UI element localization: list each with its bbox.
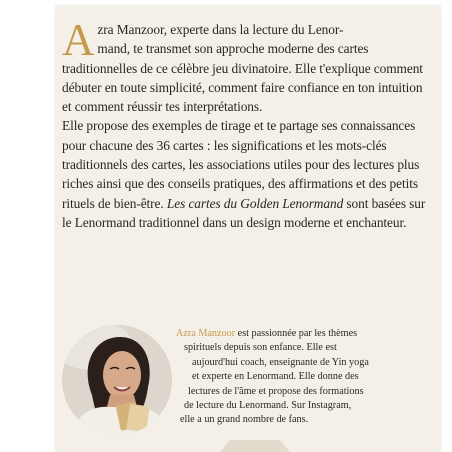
- book-title-italic: Les cartes du Golden Lenormand: [166, 195, 344, 211]
- paragraph-1-line-2: mand, te transmet son approche moderne des: [97, 41, 335, 57]
- drop-cap-letter: A: [62, 15, 95, 65]
- description-paragraph-1: [62, 15, 434, 116]
- bio-line-1: Azra Manzoor est passionnée par les thèmes: [176, 328, 358, 339]
- bio-line-2: spirituels depuis son enfance. Elle est: [184, 342, 337, 354]
- decorative-shape: [220, 438, 290, 452]
- bio-line-7: elle a un grand nombre de fans.: [180, 414, 309, 426]
- description-paragraph-2: [62, 116, 434, 232]
- author-photo: [62, 325, 172, 435]
- paragraph-1-line-1: zra Manzoor, experte dans la lecture du Lenor-: [97, 22, 344, 37]
- author-biography: [176, 327, 426, 428]
- paragraph-1-rest: cartes traditionnelles de ce célèbre jeu divinatoire. Elle t'explique comment débuter en toute simplicité, comment faire confiance en ton intuition et comment réussir tes interprétations.: [62, 41, 423, 115]
- bio-line-5: lectures de l'âme et propose des formations: [188, 385, 364, 397]
- bio-line-3: aujourd'hui coach, enseignante de Yin yoga: [192, 356, 369, 368]
- paragraph-2-text-b: sont basées sur le Lenormand traditionnel dans un design moderne et enchanteur.: [62, 195, 426, 230]
- author-name: Azra Manzoor: [176, 328, 236, 339]
- paragraph-2-text-a: Elle propose des exemples de tirage et te partage ses connaissances pour chacune des 36 cartes : les significations et les mots-clés traditionnels des cartes, les associations utiles pour des lectures plus riches ainsi que des conseils pratiques, des affirmations et des petits rituels de bien-être.: [62, 118, 420, 211]
- bio-line-6: de lecture du Lenormand. Sur Instagram,: [184, 400, 352, 412]
- book-description: [62, 15, 434, 232]
- bio-line-4: et experte en Lenormand. Elle donne des: [192, 371, 359, 383]
